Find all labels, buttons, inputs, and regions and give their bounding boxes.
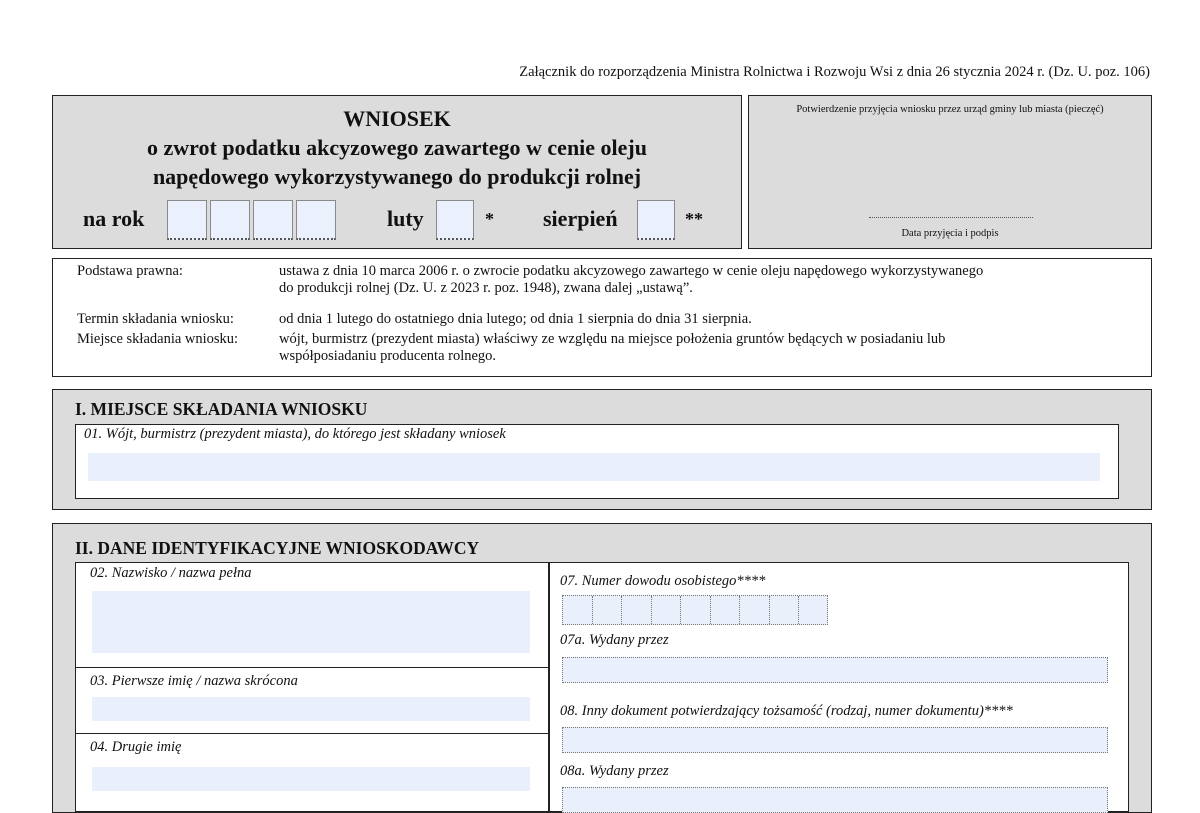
divider — [76, 733, 548, 734]
section-submission-place — [52, 389, 1152, 510]
year-label: na rok — [83, 206, 145, 231]
february-checkbox[interactable] — [436, 200, 474, 240]
id-number-cell — [563, 596, 593, 624]
year-digit-2[interactable] — [210, 200, 250, 240]
form-title-box — [52, 95, 742, 249]
place-text-1: wójt, burmistrz (prezydent miasta) właściwy ze względu na miejsce położenia gruntów będących w posiadaniu lub — [279, 331, 946, 347]
id-number-cell — [681, 596, 711, 624]
august-label: sierpień — [543, 206, 618, 231]
other-document-issued-by-input[interactable] — [562, 787, 1108, 813]
legal-basis-text-1: ustawa z dnia 10 marca 2006 r. o zwrocie podatku akcyzowego zawartego w cenie oleju napędowego wykorzystywanego — [279, 263, 984, 279]
right-fields-box — [549, 562, 1129, 812]
signature-line — [869, 217, 1033, 218]
form-subtitle-line1: o zwrot podatku akcyzowego zawartego w cenie oleju — [146, 135, 647, 160]
section1-heading: I. MIEJSCE SKŁADANIA WNIOSKU — [75, 399, 368, 419]
other-document-input[interactable] — [562, 727, 1108, 753]
field-07a-label: 07a. Wydany przez — [560, 632, 669, 648]
confirmation-date-label: Data przyjęcia i podpis — [901, 228, 999, 239]
field-03-label: 03. Pierwsze imię / nazwa skrócona — [90, 673, 298, 689]
field-01-box — [75, 424, 1119, 499]
id-number-cell — [740, 596, 770, 624]
form-subtitle — [53, 133, 741, 191]
field-04-label: 04. Drugie imię — [90, 739, 182, 755]
confirmation-title: Potwierdzenie przyjęcia wniosku przez urząd gminy lub miasta (pieczęć) — [796, 104, 1104, 115]
place-label: Miejsce składania wniosku: — [77, 331, 239, 347]
surname-input[interactable] — [92, 591, 530, 653]
february-label: luty — [387, 206, 424, 231]
id-number-cell — [593, 596, 623, 624]
id-number-cell — [652, 596, 682, 624]
august-checkbox[interactable] — [637, 200, 675, 240]
deadline-text: od dnia 1 lutego do ostatniego dnia lutego; od dnia 1 sierpnia do dnia 31 sierpnia. — [279, 311, 752, 327]
february-footnote-mark: * — [485, 209, 494, 229]
field-07-label: 07. Numer dowodu osobistego**** — [560, 573, 766, 589]
id-number-cell — [622, 596, 652, 624]
first-name-input[interactable] — [92, 697, 530, 721]
id-number-input[interactable] — [562, 595, 828, 625]
id-number-cell — [711, 596, 741, 624]
divider — [76, 667, 548, 668]
year-digit-3[interactable] — [253, 200, 293, 240]
field-08a-label: 08a. Wydany przez — [560, 763, 669, 779]
form-title: WNIOSEK — [343, 106, 451, 131]
authority-input[interactable] — [88, 453, 1100, 481]
left-fields-box — [75, 562, 549, 812]
august-footnote-mark: ** — [685, 209, 703, 229]
annex-note: Załącznik do rozporządzenia Ministra Rolnictwa i Rozwoju Wsi z dnia 26 stycznia 2024 r. (Dz. U. poz. 106) — [519, 64, 1150, 80]
field-01-label: 01. Wójt, burmistrz (prezydent miasta), do którego jest składany wniosek — [84, 426, 506, 442]
second-name-input[interactable] — [92, 767, 530, 791]
year-digit-4[interactable] — [296, 200, 336, 240]
legal-info-box — [52, 258, 1152, 377]
legal-basis-label: Podstawa prawna: — [77, 263, 183, 279]
section-applicant-data — [52, 523, 1152, 813]
id-number-cell — [770, 596, 800, 624]
legal-basis-text-2: do produkcji rolnej (Dz. U. z 2023 r. poz. 1948), zwana dalej „ustawą”. — [279, 280, 693, 296]
field-08-label: 08. Inny dokument potwierdzający tożsamość (rodzaj, numer dokumentu)**** — [560, 703, 1013, 719]
section2-heading: II. DANE IDENTYFIKACYJNE WNIOSKODAWCY — [75, 538, 480, 558]
id-issued-by-input[interactable] — [562, 657, 1108, 683]
deadline-label: Termin składania wniosku: — [77, 311, 234, 327]
form-subtitle-line2: napędowego wykorzystywanego do produkcji rolnej — [152, 164, 642, 189]
year-digit-1[interactable] — [167, 200, 207, 240]
field-02-label: 02. Nazwisko / nazwa pełna — [90, 565, 252, 581]
confirmation-box — [748, 95, 1152, 249]
place-text-2: współposiadaniu producenta rolnego. — [279, 348, 497, 364]
